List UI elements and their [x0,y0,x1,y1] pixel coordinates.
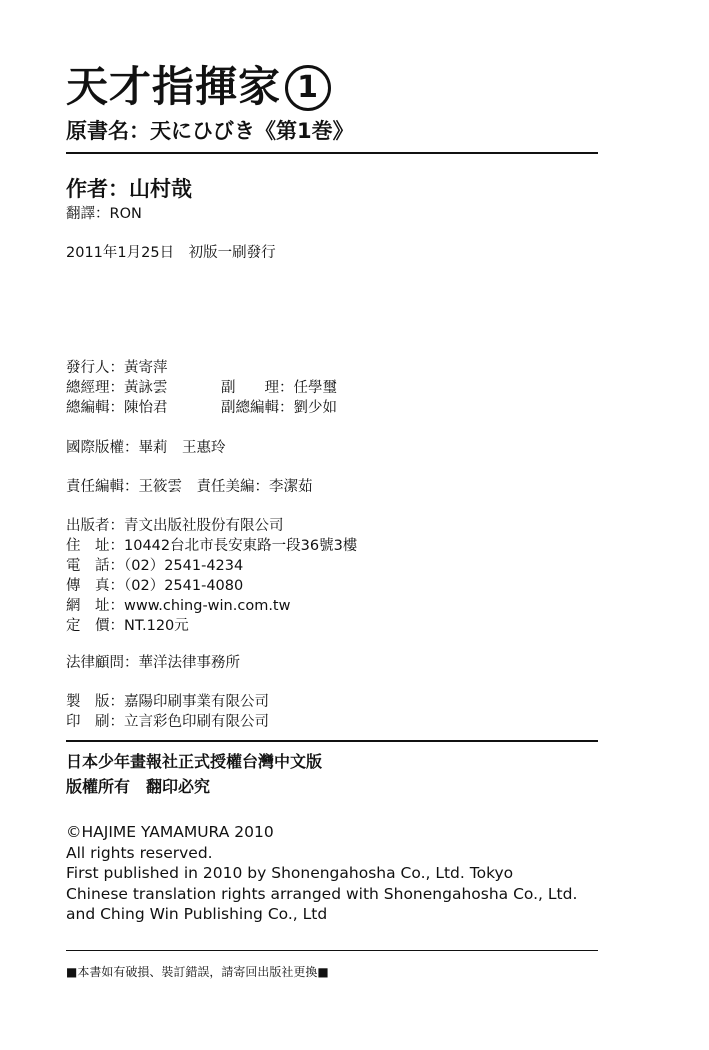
credit-left: 總經理：黃詠雲 [66,380,168,396]
publisher-line: 出版者：青文出版社股份有限公司 [66,518,284,534]
credit-row [66,378,337,398]
publisher-line: 網 址：www.ching-win.com.tw [66,598,291,614]
english-line: All rights reserved. [66,843,213,862]
license-line: 日本少年畫報社正式授權台灣中文版 [66,752,323,771]
publisher-line: 住 址：10442台北市長安東路一段36號3樓 [66,538,358,554]
license-divider [66,740,598,742]
english-copyright [66,822,577,925]
book-title-text: 天才指揮家 [66,62,282,111]
english-line: and Ching Win Publishing Co., Ltd [66,905,328,923]
license-line: 版權所有 翻印必究 [66,777,211,796]
volume-number: 1 [285,65,331,111]
bottom-divider [66,950,598,951]
staff-credits [66,358,337,418]
publisher-info [66,516,357,636]
translator: 翻譯：RON [66,206,142,222]
publisher-line: 傳 真：（02）2541-4080 [66,578,244,594]
credit-right: 副 理：任學璽 [221,380,337,396]
credit-left: 總編輯：陳怡君 [66,400,168,416]
author: 作者：山村哉 [66,177,192,201]
legal-advisor: 法律顧問：華洋法律事務所 [66,655,240,671]
rights-staff: 國際版權：畢莉 王惠玲 [66,440,226,456]
english-line: Chinese translation rights arranged with Shonengahosha Co., Ltd. [66,884,578,903]
book-title [66,62,331,112]
credit-row [66,358,337,378]
production-plate: 製 版：嘉陽印刷事業有限公司 [66,694,269,710]
bottom-notice: ■本書如有破損、裝訂錯誤，請寄回出版社更換■ [66,965,329,979]
credit-right: 副總編輯：劉少如 [221,400,337,416]
publisher-line: 定 價：NT.120元 [66,618,189,634]
english-line: First published in 2010 by Shonengahosha Co., Ltd. Tokyo [66,864,514,882]
english-line: ©HAJIME YAMAMURA 2010 [66,823,274,841]
header-divider [66,152,598,154]
original-title: 原書名：天にひびき《第1巻》 [66,119,354,143]
publisher-line: 電 話：（02）2541-4234 [66,558,244,574]
credit-row [66,398,337,418]
production-print: 印 刷：立言彩色印刷有限公司 [66,714,269,730]
responsible-editors: 責任編輯：王筱雲 責任美編：李潔茹 [66,479,313,495]
edition-date: 2011年1月25日 初版一刷發行 [66,245,276,261]
credit-left: 發行人：黃寄萍 [66,360,168,376]
